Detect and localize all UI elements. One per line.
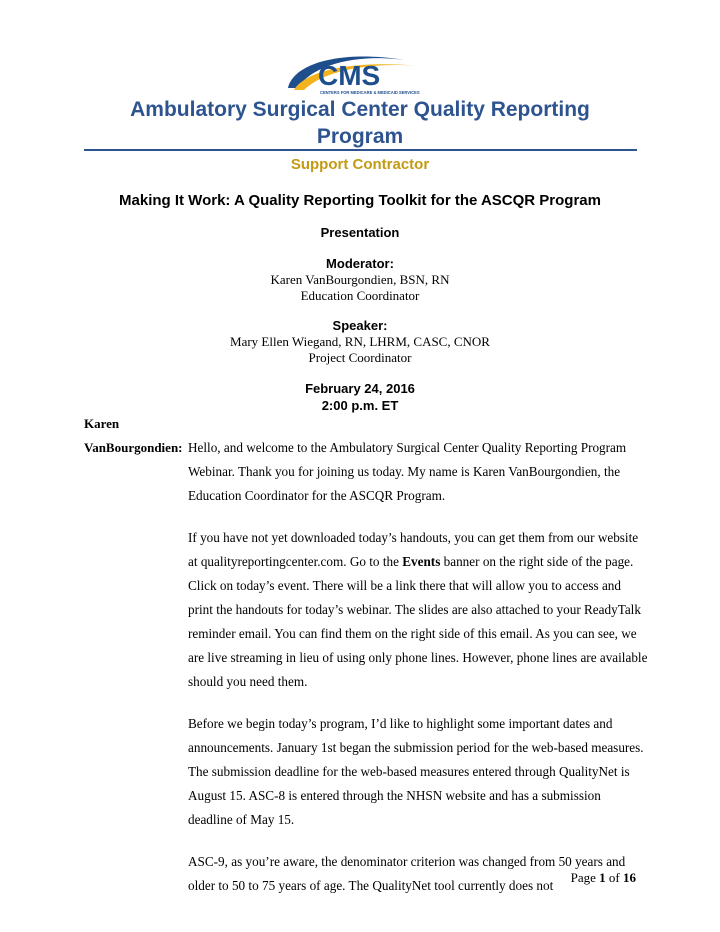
transcript-speaker-label — [84, 412, 183, 460]
page-word: Page — [570, 870, 596, 885]
moderator-role: Education Coordinator — [300, 288, 420, 303]
transcript-paragraph: ASC-9, as you’re aware, the denominator criterion was changed from 50 years and older to 50 to 75 years of age. The QualityNet tool currently does not — [188, 854, 626, 893]
presentation-date: February 24, 2016 — [305, 381, 415, 396]
transcript-paragraph: Hello, and welcome to the Ambulatory Surgical Center Quality Reporting Program Webinar. Thank you for joining us today. My name is Karen VanBourgondien, the Education Coordinator for the ASCQR Program. — [188, 440, 627, 503]
moderator-name: Karen VanBourgondien, BSN, RN — [270, 272, 450, 287]
logo-wordmark: CMS — [318, 60, 381, 91]
moderator-heading: Moderator: — [326, 256, 394, 271]
speaker-label-line1: Karen — [84, 416, 120, 431]
speaker-label-line2: VanBourgondien: — [84, 440, 183, 455]
events-emphasis: Events — [402, 554, 441, 569]
program-title-line2: Program — [316, 125, 404, 148]
transcript-body — [188, 436, 648, 916]
transcript-paragraph — [188, 526, 648, 694]
logo-tagline: CENTERS FOR MEDICARE & MEDICAID SERVICES — [320, 90, 420, 95]
speaker-role: Project Coordinator — [308, 350, 412, 365]
header-divider — [84, 149, 637, 151]
document-title: Making It Work: A Quality Reporting Toolkit for the ASCQR Program — [119, 192, 601, 209]
moderator-block — [60, 255, 660, 304]
presentation-time: 2:00 p.m. ET — [321, 398, 399, 413]
cms-logo — [284, 52, 434, 96]
presentation-label: Presentation — [320, 225, 400, 240]
program-title-line1: Ambulatory Surgical Center Quality Reporting — [130, 98, 590, 121]
page-number: 1 — [599, 870, 606, 885]
paragraph-text: If you have not yet downloaded today’s handouts, you can get them from our website at qualityreportingcenter.com. Go to the — [188, 530, 639, 569]
speaker-heading: Speaker: — [332, 318, 388, 333]
speaker-block — [60, 317, 660, 366]
total-pages: 16 — [623, 870, 636, 885]
date-block — [60, 380, 660, 414]
support-contractor-label: Support Contractor — [290, 156, 430, 173]
program-title — [60, 96, 660, 150]
of-word: of — [608, 870, 620, 885]
page-footer — [520, 870, 636, 886]
paragraph-text: banner on the right side of the page. Click on today’s event. There will be a link there that will allow you to access and print the handouts for today’s webinar. The slides are also attached to your ReadyTalk reminder email. You can find them on the right side of this email. As you can see, we are live streaming in lieu of using only phone lines. However, phone lines are available should you need them. — [188, 554, 648, 689]
speaker-name: Mary Ellen Wiegand, RN, LHRM, CASC, CNOR — [230, 334, 490, 349]
transcript-paragraph: Before we begin today’s program, I’d like to highlight some important dates and announcements. January 1st began the submission period for the web-based measures. The submission deadline for the web-based measures entered through QualityNet is August 15. ASC-8 is entered through the NHSN website and has a submission deadline of May 15. — [188, 716, 644, 827]
